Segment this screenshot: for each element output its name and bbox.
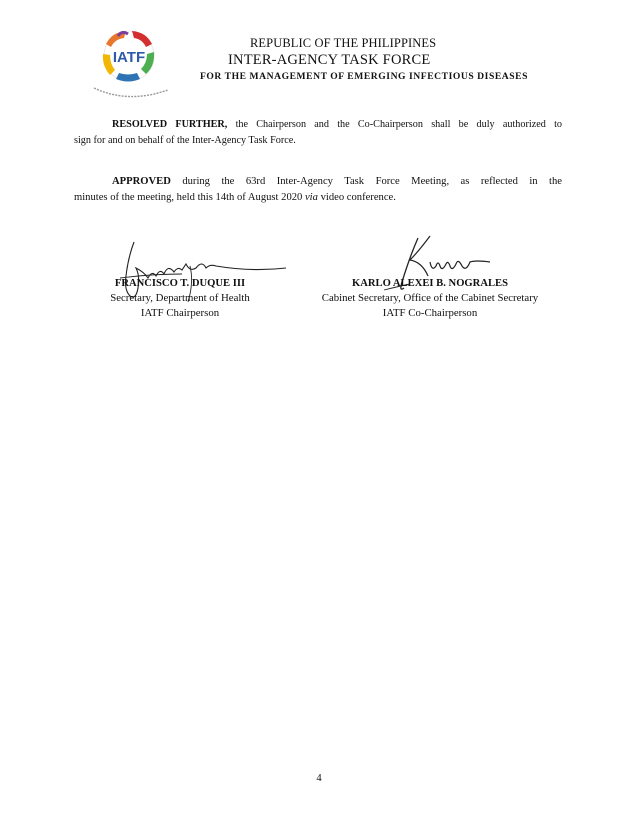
signatory-name: FRANCISCO T. DUQUE III [114, 278, 246, 289]
iatf-seal-icon [88, 26, 174, 98]
signatory-title: Cabinet Secretary, Office of the Cabinet Secretary [321, 292, 539, 304]
signatory-name: KARLO ALEXEI B. NOGRALES [352, 278, 508, 289]
header-subtitle: FOR THE MANAGEMENT OF EMERGING INFECTIOUS DISEASES [200, 71, 528, 82]
header-republic: REPUBLIC OF THE PHILIPPINES [250, 36, 437, 50]
approved-line-1-text: during the 63rd Inter-Agency Task Force Meeting, as reflected in the [170, 176, 562, 187]
approved-line-2 [74, 192, 396, 203]
resolved-paragraph [74, 117, 562, 149]
resolved-line-2: sign for and on behalf of the Inter-Agency Task Force. [74, 135, 296, 146]
header-task-force: INTER-AGENCY TASK FORCE [228, 52, 431, 68]
signatory-co-chairperson [292, 276, 568, 321]
approved-line-1 [74, 174, 562, 190]
signatory-chairperson [80, 276, 280, 321]
resolved-line-1 [74, 117, 562, 133]
resolved-lead: RESOLVED FURTHER, [112, 119, 228, 130]
iatf-logo [88, 26, 174, 98]
approved-paragraph [74, 174, 562, 206]
signatory-role: IATF Chairperson [140, 307, 220, 319]
approved-line-2-text: minutes of the meeting, held this 14th of August 2020 [74, 192, 305, 203]
logo-text: IATF [112, 49, 146, 66]
signatory-title: Secretary, Department of Health [110, 292, 250, 304]
page-number: 4 [316, 773, 322, 784]
approved-line-2-end: video conference. [317, 192, 396, 203]
approved-lead: APPROVED [112, 176, 171, 187]
signatory-role: IATF Co-Chairperson [382, 307, 478, 319]
resolved-line-1-text: the Chairperson and the Co-Chairperson shall be duly authorized to [227, 119, 562, 130]
approved-via: via [304, 192, 318, 203]
